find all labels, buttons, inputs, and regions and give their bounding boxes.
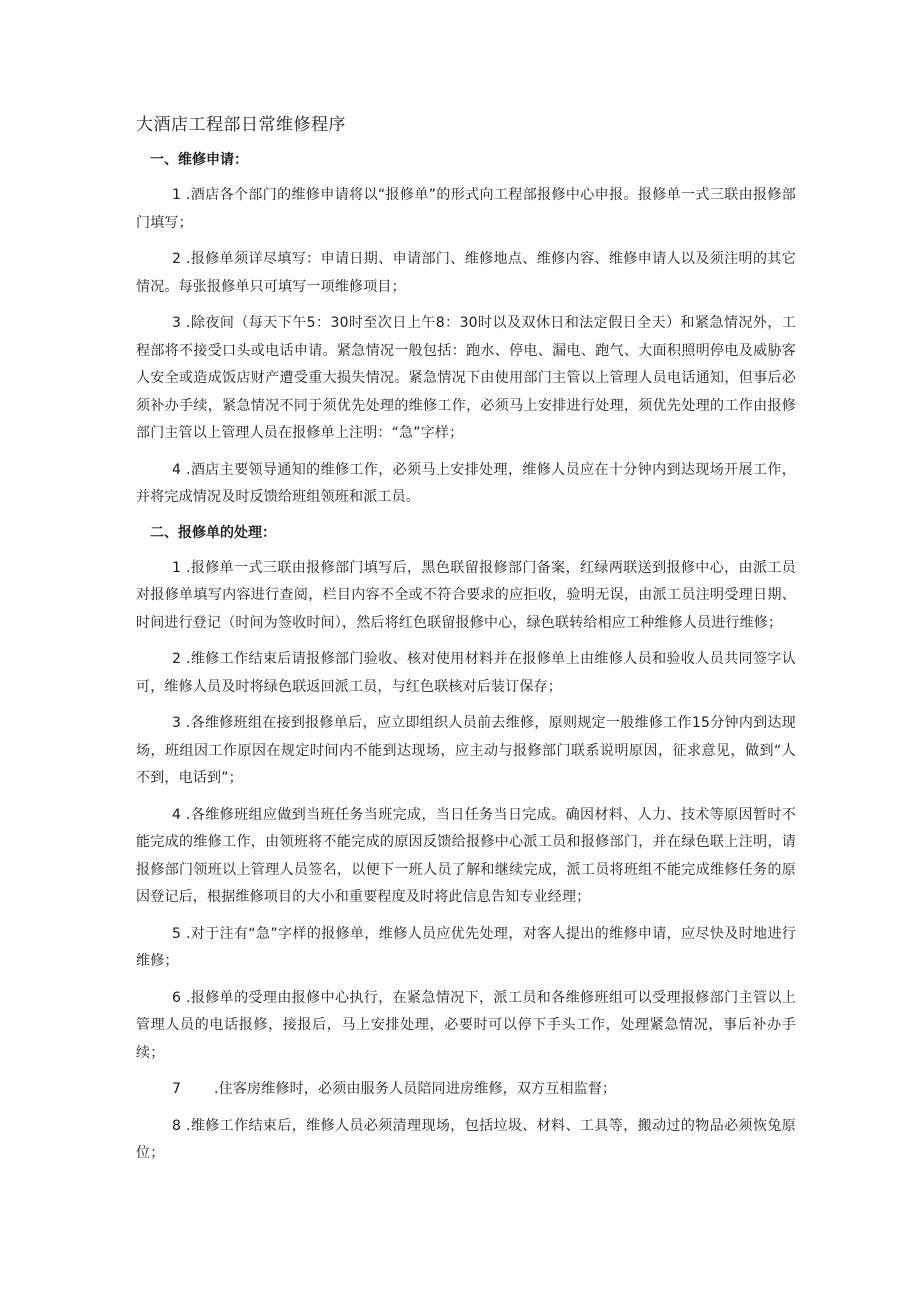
item-number: 4 (172, 806, 182, 823)
paragraph (136, 1076, 796, 1104)
paragraph (136, 182, 796, 237)
section-heading: 一、维修申请： (150, 152, 248, 168)
item-text: .维修工作结束后，维修人员必须清理现场，包括垃圾、材料、工具等，搬动过的物品必须恢兔原位； (136, 1117, 796, 1161)
item-number: 8 (172, 1117, 182, 1134)
item-text: .酒店各个部门的维修申请将以“报修单”的形式向工程部报修中心申报。报修单一式三联由报修部门填写； (136, 187, 796, 231)
item-number: 5 (172, 925, 182, 942)
paragraph (136, 555, 796, 638)
paragraph (136, 985, 796, 1068)
paragraph (136, 921, 796, 976)
paragraph (136, 310, 796, 448)
paragraph (136, 802, 796, 912)
item-number: 7 (172, 1081, 182, 1097)
paragraph (136, 457, 796, 512)
section-work-order-handling (136, 521, 796, 1168)
item-text: .各维修班组在接到报修单后，应立即组织人员前去维修，原则规定一般维修工作15分钟内到达现场，班组因工作原因在规定时间内不能到达现场，应主动与报修部门联系说明原因，征求意见，做到“人不到，电话到”； (136, 715, 797, 786)
item-text: .报修单一式三联由报修部门填写后，黑色联留报修部门备案，红绿两联送到报修中心，由派工员对报修单填写内容进行查阅，栏目内容不全或不符合要求的应拒收，验明无误，由派工员注明受理日期、时间进行登记（时间为签收时间），然后将红色联留报修中心，绿色联转给相应工种维修人员进行维修； (136, 559, 796, 631)
paragraph (136, 1113, 796, 1168)
document-page (136, 112, 796, 1177)
item-text: .报修单的受理由报修中心执行，在紧急情况下，派工员和各维修班组可以受理报修部门主管以上管理人员的电话报修，接报后，马上安排处理，必要时可以停下手头工作，处理紧急情况，事后补办手续； (136, 989, 796, 1061)
item-text: .报修单须详尽填写：申请日期、申请部门、维修地点、维修内容、维修申请人以及须注明的其它情况。每张报修单只可填写一项维修项目； (136, 251, 796, 295)
item-number: 1 (172, 559, 182, 576)
item-number: 2 (172, 651, 182, 667)
paragraph (136, 646, 796, 701)
item-text: .维修工作结束后请报修部门验收、核对使用材料并在报修单上由维修人员和验收人员共同签字认可，维修人员及时将绿色联返回派工员，与红色联核对后装订保存； (136, 651, 796, 695)
item-number: 3 (172, 315, 182, 331)
item-text: .对于注有“急”字样的报修单，维修人员应优先处理，对客人提出的维修申请，应尽快及时地进行维修； (136, 925, 796, 969)
item-number: 1 (172, 187, 182, 203)
item-text: .各维修班组应做到当班任务当班完成，当日任务当日完成。确因材料、人力、技术等原因暂时不能完成的维修工作，由领班将不能完成的原因反馈给报修中心派工员和报修部门，并在绿色联上注明，请报修部门领班以上管理人员签名，以便下一班人员了解和继续完成，派工员将班组不能完成维修任务的原因登记后，根据维修项目的大小和重要程度及时将此信息告知专业经理； (136, 806, 796, 905)
item-text: .住客房维修时，必须由服务人员陪同进房维修，双方互相监督； (214, 1081, 617, 1097)
document-title: 大酒店工程部日常维修程序 (136, 115, 346, 135)
item-number: 3 (172, 715, 182, 731)
item-number: 6 (172, 989, 182, 1006)
paragraph (136, 246, 796, 301)
item-text: .除夜间（每天下午5：30时至次日上午8：30时以及双休日和法定假日全天）和紧急情况外，工程部将不接受口头或电话申请。紧急情况一般包括：跑水、停电、漏电、跑气、大面积照明停电及威胁客人安全或造成饭店财产遭受重大损失情况。紧急情况下由使用部门主管以上管理人员电话通知，但事后必须补办手续，紧急情况不同于须优先处理的维修工作，必须马上安排进行处理，须优先处理的工作由报修部门主管以上管理人员在报修单上注明：“急”字样； (136, 315, 796, 441)
section-heading: 二、报修单的处理： (150, 524, 276, 541)
section-maintenance-request (136, 148, 796, 512)
paragraph (136, 710, 796, 793)
item-number: 2 (172, 251, 182, 267)
item-text: .酒店主要领导通知的维修工作，必须马上安排处理，维修人员应在十分钟内到达现场开展工作，并将完成情况及时反馈给班组领班和派工员。 (136, 461, 796, 505)
item-number: 4 (172, 461, 182, 478)
